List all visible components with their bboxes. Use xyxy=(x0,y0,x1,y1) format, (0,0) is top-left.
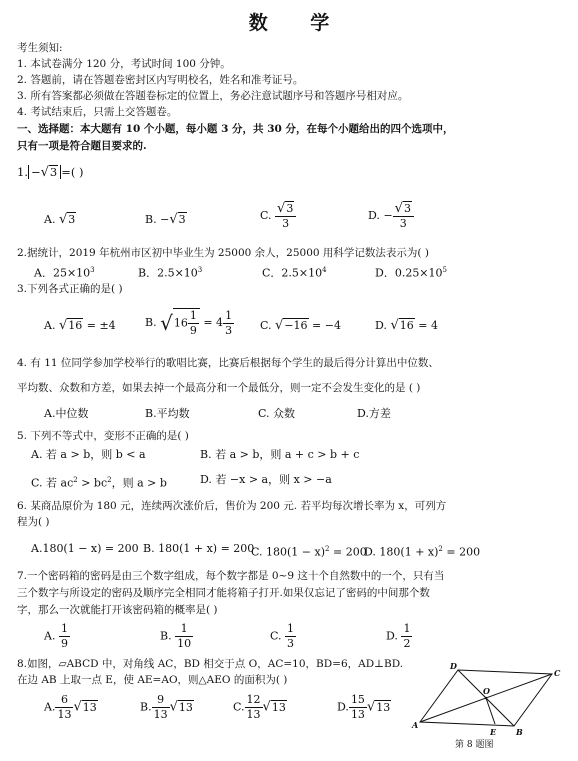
notice-heading: 考生须知: xyxy=(17,42,63,54)
q4-option-c[interactable]: C. 众数 xyxy=(258,407,296,420)
q2-option-c[interactable]: C．$2.5\times 10^4$ xyxy=(262,266,327,280)
question-4-stem-cont: 平均数、众数和方差，如果去掉一个最高分和一个最低分，则一定不会发生变化的是 ( ) xyxy=(17,382,421,394)
q7-option-a[interactable]: A. $\frac{1}{9}$ xyxy=(44,622,68,650)
question-3-stem: 3.下列各式正确的是( ) xyxy=(17,283,123,295)
question-6-stem: 6. 某商品原价为 180 元，连续两次涨价后，售价为 200 元. 若平均每次增长率为 x，可列方 xyxy=(17,500,447,512)
label-e: E xyxy=(490,727,497,737)
q3-option-b[interactable]: B. √16 $\frac{1}{9}$ = 4 $\frac{1}{3}$ xyxy=(145,308,233,337)
q1-option-b[interactable]: B. −√3 xyxy=(145,212,186,227)
q1-option-c[interactable]: C. $\frac{√3}{3}$ xyxy=(260,201,296,231)
q6-option-a[interactable]: A.180(1 − x) = 200 xyxy=(31,542,139,555)
question-5-stem: 5. 下列不等式中，变形不正确的是( ) xyxy=(17,430,189,442)
q8-option-b[interactable]: B. $\frac{9}{13}$ √13 xyxy=(140,693,193,721)
point-o xyxy=(485,697,488,700)
q7-option-c[interactable]: C. $\frac{1}{3}$ xyxy=(270,622,295,650)
q6-option-b[interactable]: B. 180(1 + x) = 200 xyxy=(143,542,255,555)
q8-option-a[interactable]: A. $\frac{6}{13}$ √13 xyxy=(44,693,97,721)
q5-option-a[interactable]: A. 若 a > b，则 b < a xyxy=(31,448,146,461)
section-heading: 一、选择题：本大题有 10 个小题，每小题 3 分，共 30 分，在每个小题给出的四个选项中， xyxy=(17,123,454,135)
q7-option-d[interactable]: D. $\frac{1}{2}$ xyxy=(386,622,411,650)
question-6-stem-cont: 程为( ) xyxy=(17,516,50,528)
q2-option-a[interactable]: A．$25\times 10^3$ xyxy=(34,266,95,280)
q5-option-d[interactable]: D. 若 −x > a，则 x > −a xyxy=(200,473,332,486)
q4-option-b[interactable]: B.平均数 xyxy=(145,407,190,420)
q5-option-b[interactable]: B. 若 a > b，则 a + c > b + c xyxy=(200,448,360,461)
figure-caption: 第 8 题图 xyxy=(455,740,494,750)
notice-item: 2. 答题前，请在答题卷密封区内写明校名，姓名和准考证号。 xyxy=(17,74,304,86)
q8-option-d[interactable]: D. $\frac{15}{13}$ √13 xyxy=(337,693,391,721)
question-1-bracket: =( ) xyxy=(61,165,84,179)
q4-option-d[interactable]: D.方差 xyxy=(357,407,391,420)
q8-figure xyxy=(410,660,570,756)
question-8-stem: 8.如图，▱ABCD 中，对角线 AC，BD 相交于点 O，AC=10，BD=6，AD⊥BD. xyxy=(17,658,404,670)
question-2-stem: 2.据统计，2019 年杭州市区初中毕业生为 25000 余人，25000 用科学记数法表示为( ) xyxy=(17,247,429,259)
question-8-stem-cont: 在边 AB 上取一点 E，使 AE=AO，则△AEO 的面积为( ) xyxy=(17,674,288,686)
label-c: C xyxy=(554,668,561,678)
q2-option-d[interactable]: D．$0.25\times 10^5$ xyxy=(375,266,447,280)
abs-expression: −√3 xyxy=(28,165,61,179)
q3-option-a[interactable]: A. √16 = ±4 xyxy=(44,318,116,333)
q4-option-a[interactable]: A.中位数 xyxy=(44,407,89,420)
notice-item: 1. 本试卷满分 120 分，考试时间 100 分钟。 xyxy=(17,58,231,70)
q2-option-b[interactable]: B．$2.5\times 10^3$ xyxy=(138,266,203,280)
q1-option-d[interactable]: D. − $\frac{√3}{3}$ xyxy=(368,201,414,231)
question-4-stem: 4. 有 11 位同学参加学校举行的歌唱比赛，比赛后根据每个学生的最后得分计算出中位数、 xyxy=(17,357,439,369)
q6-option-c[interactable]: C. $180(1 - x)^2 = 200$ xyxy=(251,545,367,559)
q3-option-d[interactable]: D. √16 = 4 xyxy=(375,318,438,333)
q1-option-a[interactable]: A. √3 xyxy=(44,212,76,227)
q5-option-c[interactable]: C. 若 $ac^2 > bc^2$，则 a > b xyxy=(31,476,167,490)
q7-option-b[interactable]: B. $\frac{1}{10}$ xyxy=(160,622,192,650)
q3-option-c[interactable]: C. √−16 = −4 xyxy=(260,318,341,333)
q6-option-d[interactable]: D. $180(1 + x)^2 = 200$ xyxy=(364,545,481,559)
section-heading-cont: 只有一项是符合题目要求的. xyxy=(17,140,147,152)
question-number: 1. xyxy=(17,165,28,179)
question-1-stem xyxy=(17,165,84,179)
q8-option-c[interactable]: C. $\frac{12}{13}$ √13 xyxy=(233,693,286,721)
notice-item: 4. 考试结束后，只需上交答题卷。 xyxy=(17,106,178,118)
label-d: D xyxy=(450,661,457,671)
notice-item: 3. 所有答案都必须做在答题卷标定的位置上，务必注意试题序号和答题序号相对应。 xyxy=(17,90,409,102)
label-b: B xyxy=(516,727,523,737)
question-7-stem: 7.一个密码箱的密码是由三个数字组成，每个数字都是 0~9 这十个自然数中的一个，只有当 xyxy=(17,570,445,582)
label-a: A xyxy=(412,720,419,730)
question-7-stem-cont: 字，那么一次就能打开该密码箱的概率是( ) xyxy=(17,604,218,616)
label-o: O xyxy=(483,686,490,696)
question-7-stem-cont: 三个数字与所设定的密码及顺序完全相同才能将箱子打开.如果仅忘记了密码的中间那个数 xyxy=(17,587,430,599)
page-title: 数 学 xyxy=(248,12,348,34)
